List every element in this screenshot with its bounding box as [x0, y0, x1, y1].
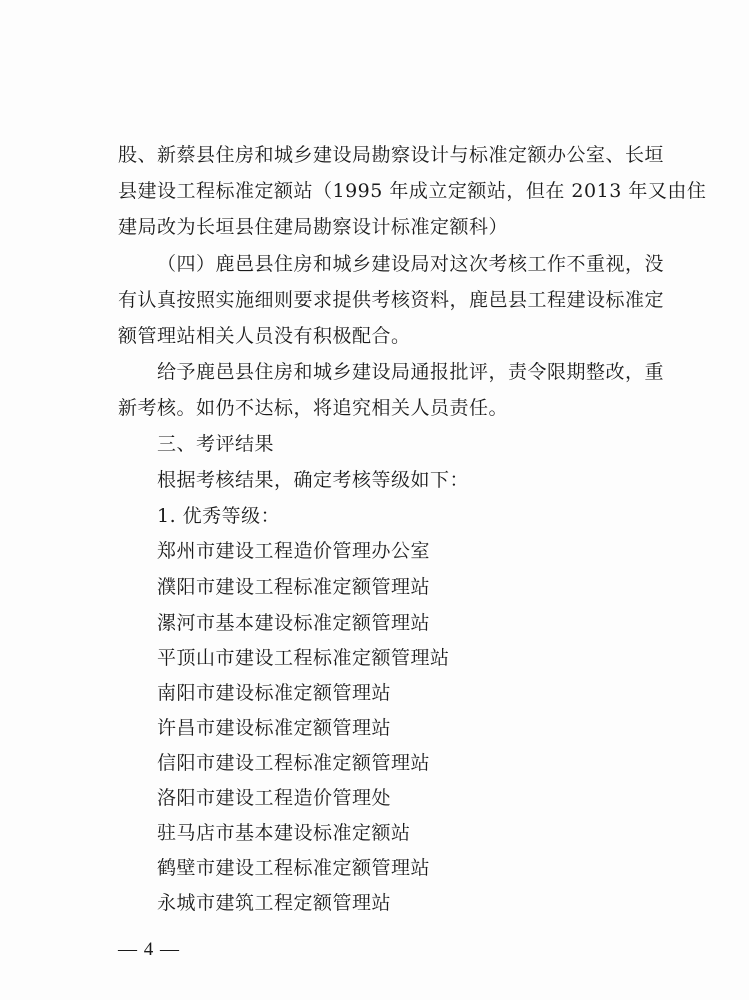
list-item: 濮阳市建设工程标准定额管理站: [157, 576, 431, 598]
paragraph-line: 股、新蔡县住房和城乡建设局勘察设计与标准定额办公室、长垣: [118, 144, 665, 166]
section-heading: 三、考评结果: [157, 433, 275, 455]
list-item: 驻马店市基本建设标准定额站: [157, 822, 411, 844]
list-item: 许昌市建设标准定额管理站: [157, 717, 392, 739]
paragraph-line: （四）鹿邑县住房和城乡建设局对这次考核工作不重视，没: [157, 253, 665, 275]
list-item: 鹤壁市建设工程标准定额管理站: [157, 857, 431, 879]
paragraph-line: 建局改为长垣县住建局勘察设计标准定额科）: [118, 216, 509, 238]
list-item: 永城市建筑工程定额管理站: [157, 892, 392, 914]
paragraph-line: 给予鹿邑县住房和城乡建设局通报批评，责令限期整改，重: [157, 361, 665, 383]
page-number: — 4 —: [118, 939, 180, 960]
paragraph-line: 额管理站相关人员没有积极配合。: [118, 325, 411, 347]
list-item: 南阳市建设标准定额管理站: [157, 682, 392, 704]
list-item: 信阳市建设工程标准定额管理站: [157, 752, 431, 774]
list-item: 漯河市基本建设标准定额管理站: [157, 612, 431, 634]
paragraph-line: 县建设工程标准定额站（1995 年成立定额站，但在 2013 年又由住: [118, 180, 707, 202]
list-item: 洛阳市建设工程造价管理处: [157, 787, 392, 809]
paragraph-line: 有认真按照实施细则要求提供考核资料，鹿邑县工程建设标准定: [118, 289, 665, 311]
list-item: 平顶山市建设工程标准定额管理站: [157, 647, 450, 669]
intro-text: 根据考核结果，确定考核等级如下：: [157, 469, 470, 491]
list-item: 郑州市建设工程造价管理办公室: [157, 540, 431, 562]
paragraph-line: 新考核。如仍不达标，将追究相关人员责任。: [118, 397, 509, 419]
grade-heading: 1. 优秀等级：: [157, 505, 281, 527]
